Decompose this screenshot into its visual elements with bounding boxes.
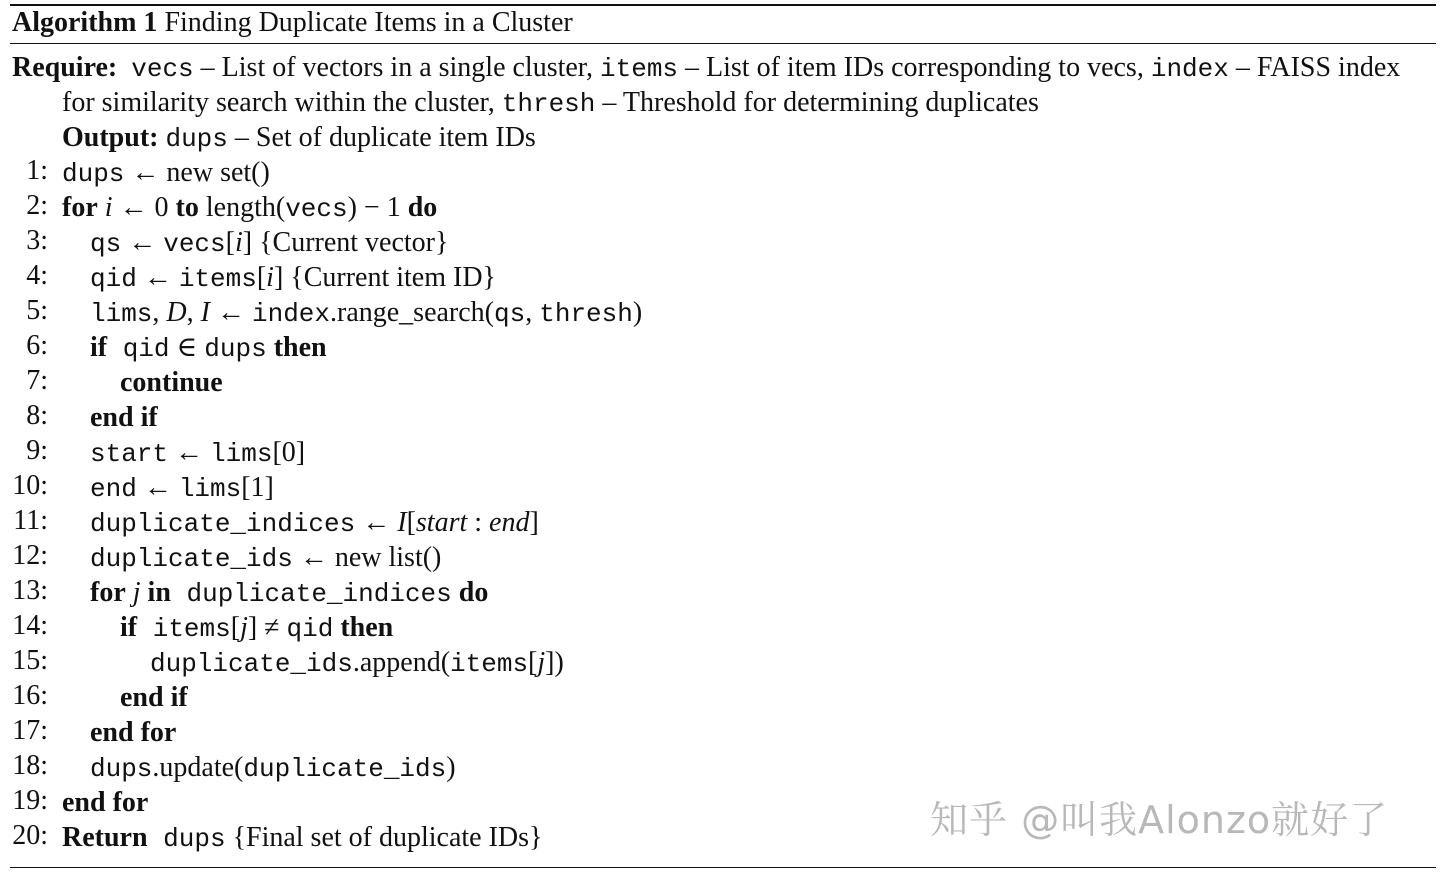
expr-new-list: new list() [334, 542, 442, 573]
algorithm-label: Algorithm 1 [12, 7, 158, 38]
kw-then: then [266, 332, 327, 363]
algorithm-title: Finding Duplicate Items in a Cluster [164, 7, 573, 38]
var-vecs: vecs [285, 194, 348, 224]
var-qid: qid [90, 264, 137, 294]
paren: ) [446, 752, 456, 783]
line-number: 5: [26, 295, 48, 326]
output-line [62, 120, 536, 157]
bracket: [ [256, 262, 267, 293]
require-line2-desc: for similarity search within the cluster, [62, 87, 502, 118]
var-j: j [240, 612, 248, 643]
var-I: I [397, 507, 407, 538]
var-index: index [251, 299, 330, 329]
var-I: I [200, 297, 210, 328]
bottom-rule [10, 867, 1436, 868]
bracket: ]) [545, 647, 564, 678]
line-number: 9: [26, 435, 48, 466]
require-line-1 [12, 50, 1400, 87]
output-keyword: Output: [62, 122, 159, 153]
var-dups: dups [204, 334, 267, 364]
line-number: 2: [26, 190, 48, 221]
index-one: [1] [241, 472, 274, 503]
code-line-5 [90, 295, 642, 330]
code-line-16 [120, 680, 188, 715]
var-j: j [537, 647, 546, 678]
kw-end-for: end for [62, 787, 149, 818]
require-vecs: vecs [131, 54, 194, 84]
assign-arrow: ← [112, 192, 155, 223]
comment: {Final set of duplicate IDs} [225, 822, 543, 853]
line-number: 19: [12, 785, 48, 816]
assign-arrow: ← [136, 262, 179, 293]
var-start: start [90, 439, 169, 469]
var-qid: qid [107, 334, 170, 364]
assign-arrow: ← [209, 297, 252, 328]
bracket: ] [247, 612, 258, 643]
var-thresh: thresh [539, 299, 633, 329]
var-duplicate-ids: duplicate_ids [243, 754, 447, 784]
kw-if: if [90, 332, 108, 363]
var-end: end [90, 474, 137, 504]
code-line-14 [120, 610, 393, 645]
separator: , [525, 297, 540, 328]
code-line-19 [62, 785, 148, 820]
line-number: 13: [12, 575, 48, 606]
line-number: 12: [12, 540, 48, 571]
var-duplicate-ids: duplicate_ids [150, 649, 353, 679]
var-j: j [125, 577, 148, 608]
require-index-desc: – FAISS index [1228, 52, 1401, 83]
var-lims: lims [178, 474, 242, 504]
zhihu-watermark: 知乎 @叫我Alonzo就好了 [930, 798, 1389, 842]
line-number: 14: [12, 610, 48, 641]
code-line-3 [90, 225, 448, 260]
bracket: [ [406, 507, 416, 538]
var-i: i [266, 262, 274, 293]
var-start-italic: start [415, 507, 468, 538]
line-number: 3: [26, 225, 48, 256]
require-thresh: thresh [501, 89, 596, 119]
separator: , [152, 297, 167, 328]
line-number: 11: [13, 505, 48, 536]
kw-end-for: end for [90, 717, 177, 748]
kw-if: if [120, 612, 138, 643]
index-zero: [0] [272, 437, 306, 468]
line-number: 17: [12, 715, 48, 746]
kw-end-if: end if [90, 402, 158, 433]
bracket: ] [273, 262, 291, 293]
kw-for: for [62, 192, 98, 223]
fn-length: length( [198, 192, 286, 223]
expr-new-set: new set() [166, 157, 270, 188]
algorithm-caption [12, 5, 573, 41]
var-items: items [178, 264, 257, 294]
kw-in: in [147, 577, 171, 608]
fn-append: .append( [352, 647, 451, 678]
kw-continue: continue [120, 367, 223, 398]
caption-rule [10, 43, 1436, 44]
var-items: items [137, 614, 231, 644]
require-vecs-desc: – List of vectors in a single cluster, [193, 52, 601, 83]
line-number: 15: [12, 645, 48, 676]
bracket: [ [528, 647, 538, 678]
code-line-15 [150, 645, 564, 680]
kw-to: to [175, 192, 199, 223]
line-number: 8: [26, 400, 48, 431]
fn-range-search: .range_search( [330, 297, 495, 328]
assign-arrow: ← [136, 472, 179, 503]
require-items: items [600, 54, 679, 84]
literal-zero: 0 [154, 192, 176, 223]
bracket: [ [230, 612, 241, 643]
code-line-4 [90, 260, 496, 295]
var-duplicate-ids: duplicate_ids [90, 544, 293, 574]
require-index: index [1150, 54, 1229, 84]
var-D: D [166, 297, 187, 328]
require-thresh-desc: – Threshold for determining duplicates [595, 87, 1039, 118]
var-lims: lims [90, 299, 153, 329]
kw-then: then [333, 612, 394, 643]
line-number: 16: [12, 680, 48, 711]
var-qid: qid [286, 614, 334, 644]
var-end-italic: end [489, 507, 530, 538]
require-line-2 [62, 85, 1039, 122]
var-qs: qs [90, 229, 122, 259]
op-not-equal: ≠ [257, 612, 287, 643]
bracket: [ [225, 227, 235, 258]
code-line-2 [62, 190, 437, 225]
var-dups: dups [147, 824, 226, 854]
assign-arrow: ← [292, 542, 335, 573]
output-dups: dups [165, 124, 228, 154]
var-dups: dups [62, 159, 125, 189]
code-line-13 [90, 575, 488, 610]
var-lims: lims [210, 439, 273, 469]
line-number: 20: [12, 820, 48, 851]
op-element-of: ∈ [169, 332, 205, 363]
line-number: 7: [26, 365, 48, 396]
slice-colon: : [467, 507, 490, 538]
code-line-9 [90, 435, 305, 470]
require-items-desc: – List of item IDs corresponding to vecs, [678, 52, 1151, 83]
var-vecs: vecs [163, 229, 226, 259]
var-dups: dups [90, 754, 153, 784]
assign-arrow: ← [355, 507, 398, 538]
var-qs: qs [494, 299, 526, 329]
line-number: 1: [26, 155, 48, 186]
code-line-8 [90, 400, 158, 435]
require-keyword: Require: [12, 52, 118, 83]
paren: ) [632, 297, 643, 328]
var-i: i [104, 192, 113, 223]
code-line-1 [62, 155, 270, 190]
kw-do: do [451, 577, 489, 608]
var-i: i [234, 227, 243, 258]
line-number: 10: [12, 470, 48, 501]
code-line-10 [90, 470, 274, 505]
code-line-20 [62, 820, 543, 855]
code-line-12 [90, 540, 441, 575]
assign-arrow: ← [124, 157, 167, 188]
fn-update: .update( [152, 752, 244, 783]
kw-end-if: end if [120, 682, 188, 713]
bracket: ] [242, 227, 260, 258]
kw-for: for [90, 577, 126, 608]
expr-minus-one: ) − 1 [347, 192, 408, 223]
line-number: 4: [26, 260, 48, 291]
var-duplicate-indices: duplicate_indices [90, 509, 356, 539]
assign-arrow: ← [121, 227, 164, 258]
code-line-7 [120, 365, 223, 400]
kw-return: Return [62, 822, 148, 853]
code-line-18 [90, 750, 456, 785]
comment: {Current item ID} [290, 262, 496, 293]
assign-arrow: ← [168, 437, 211, 468]
var-duplicate-indices: duplicate_indices [170, 579, 452, 609]
var-items: items [450, 649, 529, 679]
separator: , [186, 297, 201, 328]
code-line-17 [90, 715, 176, 750]
code-line-6 [90, 330, 327, 365]
code-line-11 [90, 505, 539, 540]
bracket: ] [529, 507, 539, 538]
line-number: 18: [12, 750, 48, 781]
kw-do: do [407, 192, 438, 223]
comment: {Current vector} [259, 227, 449, 258]
output-desc: – Set of duplicate item IDs [227, 122, 536, 153]
line-number: 6: [26, 330, 48, 361]
